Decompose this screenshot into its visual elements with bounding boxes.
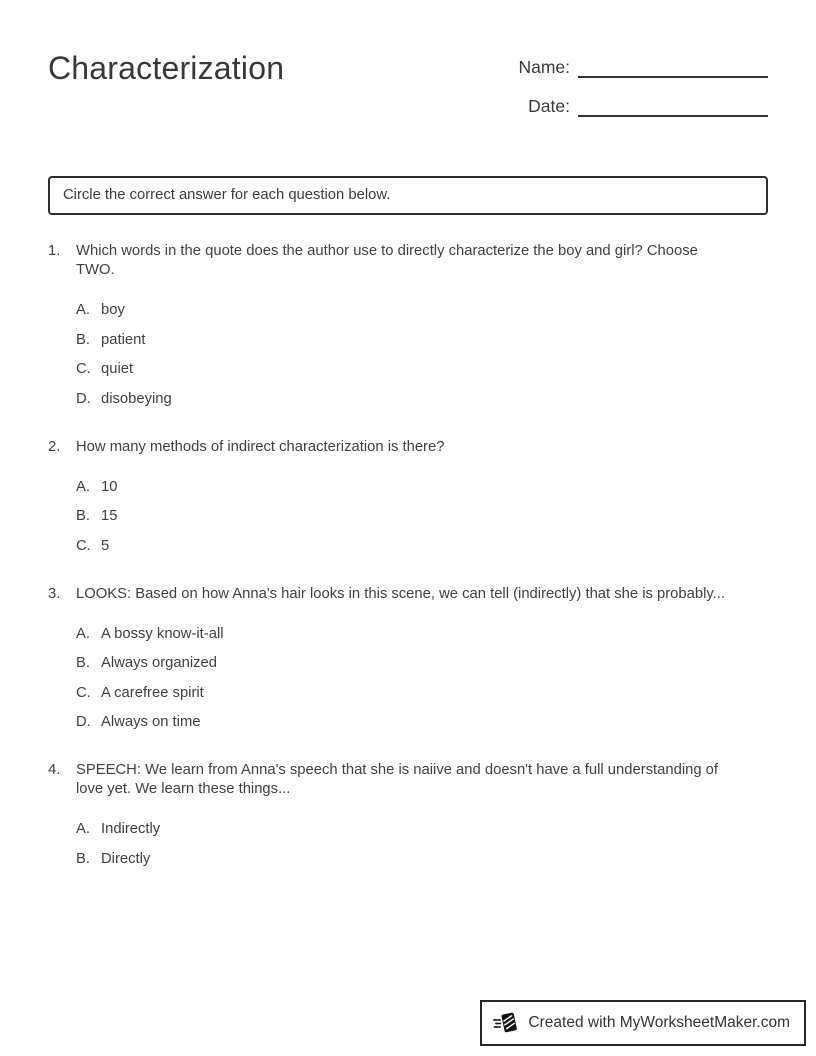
- question-4: [48, 761, 766, 869]
- question-2-option-c: [76, 537, 766, 556]
- question-row: [48, 761, 766, 799]
- question-4-option-a: [76, 820, 766, 839]
- question-3-option-d: [76, 713, 766, 732]
- option-text: Directly: [101, 850, 151, 867]
- question-1-option-b: [76, 331, 766, 350]
- option-letter: D.: [76, 390, 91, 407]
- option-text: A bossy know-it-all: [101, 625, 224, 642]
- option-letter: A.: [76, 478, 90, 495]
- credit-text: Created with MyWorksheetMaker.com: [528, 1014, 790, 1031]
- option-letter: C.: [76, 537, 91, 554]
- options-list: [76, 820, 766, 869]
- question-row: [48, 585, 766, 604]
- question-row: [48, 438, 766, 457]
- question-number: 1.: [48, 243, 61, 259]
- question-text: LOOKS: Based on how Anna's hair looks in this scene, we can tell (indirectly) that she is probably...: [76, 585, 726, 602]
- option-letter: C.: [76, 361, 91, 377]
- question-number: 2.: [48, 438, 61, 455]
- question-3-option-b: [76, 654, 766, 673]
- name-input-line[interactable]: [578, 56, 768, 78]
- date-input-line[interactable]: [578, 95, 768, 117]
- option-letter: A.: [76, 625, 90, 642]
- name-field-row: [518, 52, 768, 78]
- header: [0, 0, 816, 130]
- question-4-option-b: [76, 850, 766, 869]
- question-number: 4.: [48, 762, 61, 778]
- option-text: Always organized: [101, 655, 217, 671]
- question-2: [48, 438, 766, 556]
- question-2-option-a: [76, 478, 766, 497]
- student-fields: [518, 52, 768, 130]
- date-label: Date:: [528, 96, 570, 116]
- page-title: Characterization: [48, 50, 285, 86]
- option-letter: B.: [76, 508, 90, 524]
- question-3: [48, 585, 766, 733]
- option-text: A carefree spirit: [101, 684, 204, 701]
- question-row: [48, 242, 766, 280]
- question-1: [48, 242, 766, 409]
- options-list: [76, 301, 766, 409]
- name-label: Name:: [518, 57, 570, 77]
- question-text: SPEECH: We learn from Anna's speech that she is naiive and doesn't have a full understanding of love yet. We learn these things...: [76, 762, 719, 797]
- option-letter: C.: [76, 684, 91, 701]
- question-1-option-d: [76, 390, 766, 409]
- option-text: 10: [101, 478, 118, 495]
- instructions-text: Circle the correct answer for each question below.: [63, 187, 391, 203]
- option-text: patient: [101, 331, 146, 348]
- question-number: 3.: [48, 585, 61, 602]
- date-field-row: [518, 91, 768, 117]
- option-letter: B.: [76, 331, 90, 348]
- option-letter: B.: [76, 655, 90, 671]
- option-letter: A.: [76, 821, 90, 837]
- option-text: Indirectly: [101, 821, 161, 837]
- instructions-box: [48, 176, 768, 215]
- option-text: quiet: [101, 361, 134, 377]
- options-list: [76, 625, 766, 733]
- option-text: disobeying: [101, 390, 172, 407]
- question-2-option-b: [76, 507, 766, 526]
- question-3-option-c: [76, 684, 766, 703]
- option-text: boy: [101, 302, 125, 318]
- question-1-option-a: [76, 301, 766, 320]
- credit-badge: [480, 1000, 806, 1046]
- option-text: 5: [101, 537, 110, 554]
- option-text: Always on time: [101, 714, 201, 730]
- question-1-option-c: [76, 360, 766, 379]
- option-text: 15: [101, 508, 118, 524]
- option-letter: A.: [76, 302, 90, 318]
- worksheet-maker-logo-icon: [493, 1010, 519, 1036]
- option-letter: D.: [76, 714, 91, 730]
- option-letter: B.: [76, 850, 90, 867]
- question-3-option-a: [76, 625, 766, 644]
- options-list: [76, 478, 766, 556]
- question-text: How many methods of indirect characterization is there?: [76, 438, 445, 455]
- question-text: Which words in the quote does the author use to directly characterize the boy and girl? Choose TWO.: [76, 243, 698, 278]
- questions-list: [48, 242, 766, 869]
